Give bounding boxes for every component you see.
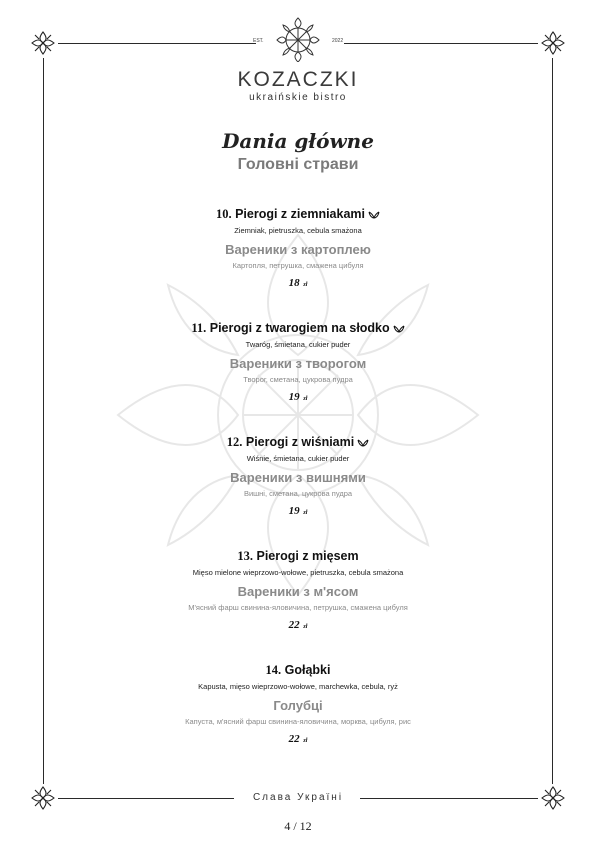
dish-price [0, 276, 596, 290]
dish-name-pl: Pierogi z twarogiem na słodko [209, 321, 390, 335]
dish-name-pl: Gołąbki [284, 663, 331, 677]
dish-description-ua: Капуста, м'ясний фарш свинина-яловичина, морква, цибуля, рис [185, 717, 411, 726]
logo-emblem-icon [276, 16, 320, 62]
page-number: 4 / 12 [284, 819, 312, 833]
dish-title [0, 434, 596, 451]
dish-title [0, 662, 596, 679]
dish-description-ua: Картопля, петрушка, смажена цибуля [232, 261, 364, 270]
dish-description-ua: Вишні, сметана, цукрова пудра [243, 489, 353, 498]
price-value: 22 [288, 733, 300, 745]
dish-name-ua: Голубці [273, 698, 323, 713]
menu-item [0, 548, 596, 632]
section-title: Dania główne [222, 129, 374, 153]
dish-price [0, 390, 596, 404]
leaf-icon [393, 325, 405, 333]
dish-price [0, 504, 596, 518]
price-value: 19 [288, 391, 300, 403]
dish-name-pl: Pierogi z ziemniakami [235, 207, 366, 221]
dish-title [0, 548, 596, 565]
currency-label: zł [303, 738, 308, 744]
menu-item [0, 320, 596, 404]
logo-est-label: EST. [253, 38, 264, 44]
dish-name-ua: Вареники з м'ясом [237, 584, 359, 599]
currency-label: zł [303, 396, 308, 402]
currency-label: zł [303, 282, 308, 288]
dish-title [0, 320, 596, 337]
dish-name-pl: Pierogi z mięsem [256, 549, 359, 563]
dish-number: 13. [237, 549, 253, 563]
dish-price [0, 618, 596, 632]
dish-name-pl: Pierogi z wiśniami [245, 435, 355, 449]
dish-price [0, 732, 596, 746]
frame-top-left-line [58, 43, 256, 44]
dish-number: 12. [226, 435, 243, 449]
logo [238, 16, 358, 66]
dish-description-ua: М'ясний фарш свинина-яловичина, петрушка, смажена цибуля [188, 603, 408, 612]
currency-label: zł [303, 510, 308, 516]
currency-label: zł [303, 624, 308, 630]
price-value: 22 [288, 619, 300, 631]
corner-ornament-icon [540, 30, 566, 56]
dish-number: 10. [215, 207, 232, 221]
dish-description-ua: Творог, сметана, цукрова пудра [243, 375, 353, 384]
menu-item [0, 206, 596, 290]
logo-est-year: 2022 [332, 38, 344, 44]
leaf-icon [357, 439, 369, 447]
dish-description-pl: Kapusta, mięso wieprzowo-wołowe, marchewka, cebula, ryż [198, 682, 398, 691]
dish-number: 14. [265, 663, 282, 677]
dish-title [0, 206, 596, 223]
price-value: 18 [288, 277, 300, 289]
dish-description-pl: Twaróg, śmietana, cukier puder [245, 340, 351, 349]
dish-name-ua: Вареники з вишнями [230, 470, 366, 485]
dish-name-ua: Вареники з картоплею [225, 242, 371, 257]
menu-item [0, 662, 596, 746]
dish-name-ua: Вареники з творогом [229, 356, 367, 371]
menu-item [0, 434, 596, 518]
price-value: 19 [288, 505, 300, 517]
corner-ornament-icon [30, 30, 56, 56]
frame-top-right-line [344, 43, 538, 44]
dish-description-pl: Ziemniak, pietruszka, cebula smażona [234, 226, 362, 235]
leaf-icon [368, 211, 380, 219]
brand-name: KOZACZKI [237, 68, 359, 91]
dish-number: 11. [191, 321, 207, 335]
dish-description-pl: Mięso mielone wieprzowo-wołowe, pietruszka, cebula smażona [192, 568, 404, 577]
footer-slogan: Слава Україні [252, 792, 344, 803]
brand-tagline: ukraińskie bistro [249, 92, 347, 103]
dish-description-pl: Wiśnie, śmietana, cukier puder [246, 454, 350, 463]
section-subtitle: Головні страви [237, 156, 359, 173]
